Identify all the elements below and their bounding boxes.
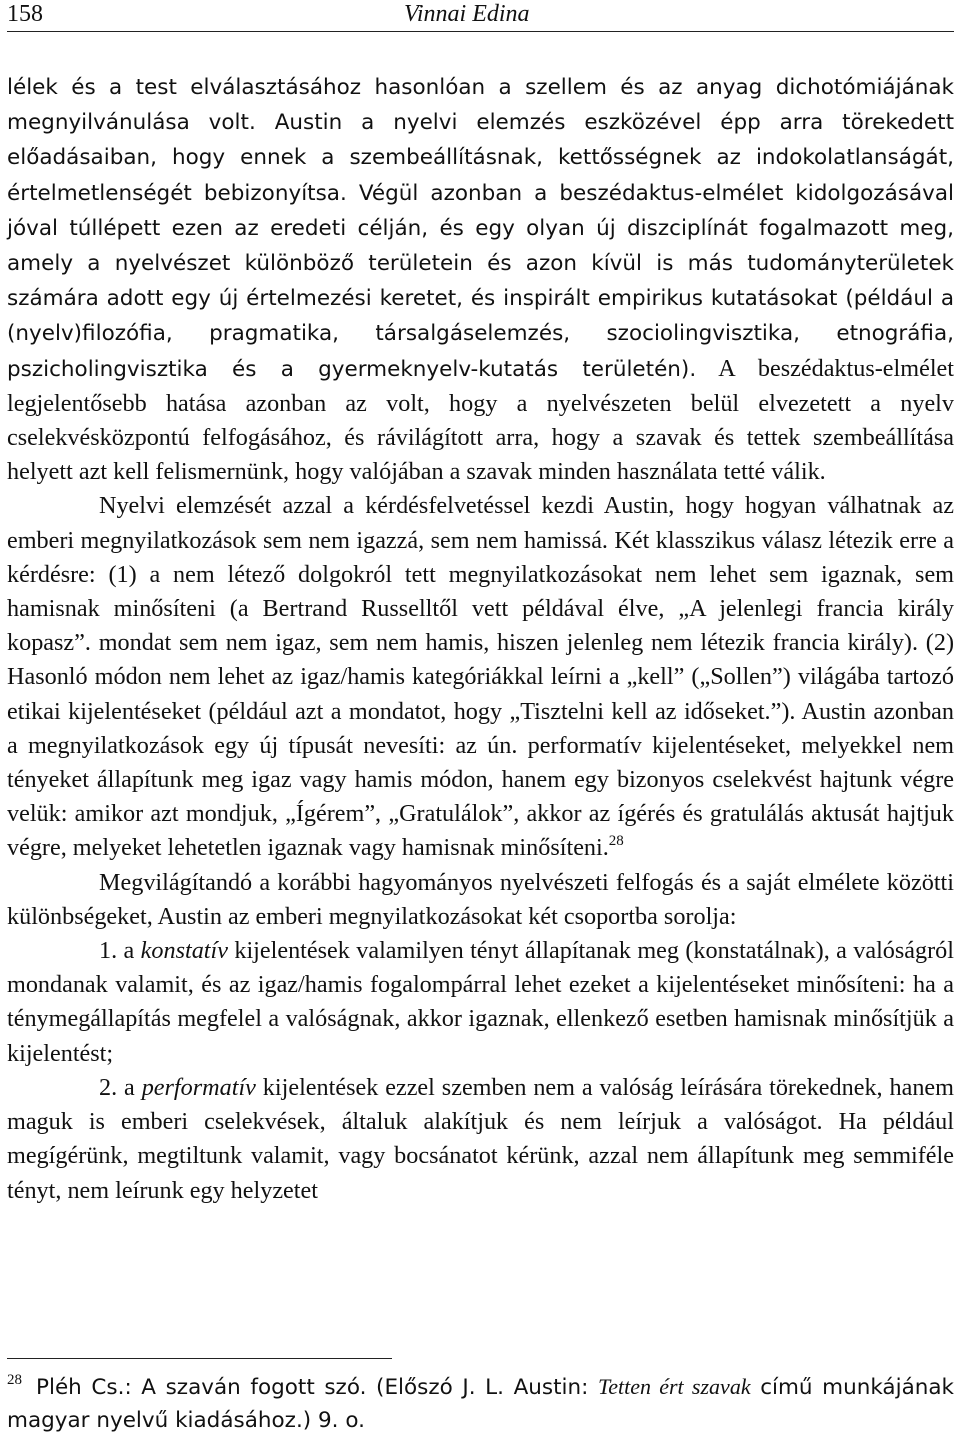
footnote: [7, 1371, 954, 1437]
footnote-rule: [7, 1358, 392, 1359]
paragraph-3-text: Megvilágítandó a korábbi hagyományos nyelvészeti felfogás és a saját elmélete közötti különbségeket, Austin az emberi megnyilatkozásokat két csoportba sorolja:: [7, 868, 954, 930]
list-item-1-text: kijelentések valamilyen tényt állapítanak meg (konstatálnak), a valóságról mondanak valamit, és az igaz/hamis fogalompárral lehet ezeket a kijelentéseket minősíteni: ha a ténymegállapítás megfelel a valóságnak, akkor igaznak, ellenkező esetben hamisnak minősítjük a kijelentést;: [7, 937, 954, 1067]
running-title: Vinnai Edina: [404, 1, 530, 27]
paragraph-1-sans-part: lélek és a test elválasztásához hasonlóan a szellem és az anyag dichotómiájának megnyilvánulása volt. Austin a nyelvi elemzés eszközével épp arra törekedett előadásaiban, hogy ennek a szembeállításnak, kettősségnek az indokolatlanságát, értelmetlenségét bebizonyítsa.: [7, 75, 954, 206]
paragraph-1-serif-part: A beszédaktus-elmélet legjelentősebb hatása azonban az volt, hogy a nyelvészeten belül elvezetett a nyelv cselekvésközpontú felfogásához, és rávilágított arra, hogy a szavak és tettek szembeállítása helyett azt kell felismernünk, hogy valójában a szavak minden használata tetté válik.: [7, 354, 954, 486]
header-rule: [7, 31, 954, 32]
list-item-2-term: performatív: [141, 1073, 256, 1101]
footnote-28: [7, 1371, 954, 1437]
list-item-1-number: 1. a: [99, 937, 141, 965]
footnote-reference[interactable]: 28: [608, 833, 624, 850]
paragraph-2-text: Nyelvi elemzését azzal a kérdésfelvetéssel kezdi Austin, hogy hogyan válhatnak az emberi megnyilatkozások sem nem igazzá, sem nem hamissá. Két klasszikus válasz létezik erre a kérdésre: (1) a nem létező dolgokról tett megnyilatkozásokat nem lehet sem igaznak, sem hamisnak minősíteni (a Bertrand Russelltől vett példával élve, „A jelenlegi francia király kopasz”. mondat sem nem igaz, sem nem hamis, hiszen jelenleg nem létezik francia király). (2) Hasonló módon nem lehet az igaz/hamis kategóriákkal leírni a „kell” („Sollen”) világába tartozó etikai kijelentéseket (például azt a mondatot, hogy „Tisztelni kell az időseket.”). Austin azonban a megnyilatkozások egy új típusát nevesíti: az ún. performatív kijelentéseket, melyekkel nem tényeket állapítunk meg igaz vagy hamis módon, hanem egy bizonyos cselekvést hajtunk végre velük: amikor azt mondjuk, „Ígérem”, „Gratulálok”, akkor az ígérés és gratulálás aktusát hajtjuk végre, melyeket lehetetlen igaznak vagy hamisnak minősíteni.: [7, 492, 954, 862]
footnote-text-b: című munkájának magyar nyelvű kiadásához.) 9. o.: [7, 1375, 955, 1433]
page-header: [7, 0, 954, 32]
page-number: 158: [7, 1, 43, 27]
paragraph-1: [7, 70, 954, 489]
footnote-text-a: Pléh Cs.: A szaván fogott szó. (Előszó J. L. Austin:: [36, 1375, 598, 1400]
body-text: [7, 70, 954, 1208]
list-item-2: [7, 1071, 954, 1208]
footnote-number: 28: [7, 1372, 22, 1388]
paragraph-1-sans-part-2: Végül azonban a beszédaktus-elmélet kidolgozásával jóval túllépett ezen az eredeti célján, és egy olyan új diszciplínát fogalmazott meg, amely a nyelvészet különböző területein és azon kívül is más tudományterületek számára adott egy új értelmezési keretet, és inspirált empirikus kutatásokat (például a (nyelv)filozófia, pragmatika, társalgáselemzés, szociolingvisztika, etnográfia, pszicholingvisztika és a gyermeknyelv-kutatás területén).: [7, 180, 955, 382]
list-item-2-text: kijelentések ezzel szemben nem a valóság leírására törekednek, hanem maguk is emberi cselekvések, általuk alakítjuk és nem leírjuk a valóságot. Ha például megígérünk, megtiltunk valamit, vagy bocsánatot kérünk, azzal nem állapítunk meg semmiféle tényt, nem leírunk egy helyzetet: [7, 1073, 954, 1204]
list-item-1-term: konstatív: [140, 937, 228, 965]
paragraph-2: [7, 489, 954, 865]
list-item-1: [7, 934, 954, 1071]
book-page: [7, 0, 954, 1440]
footnote-book-title: Tetten ért szavak: [598, 1374, 751, 1399]
list-item-2-number: 2. a: [99, 1073, 142, 1101]
paragraph-3: [7, 866, 954, 934]
